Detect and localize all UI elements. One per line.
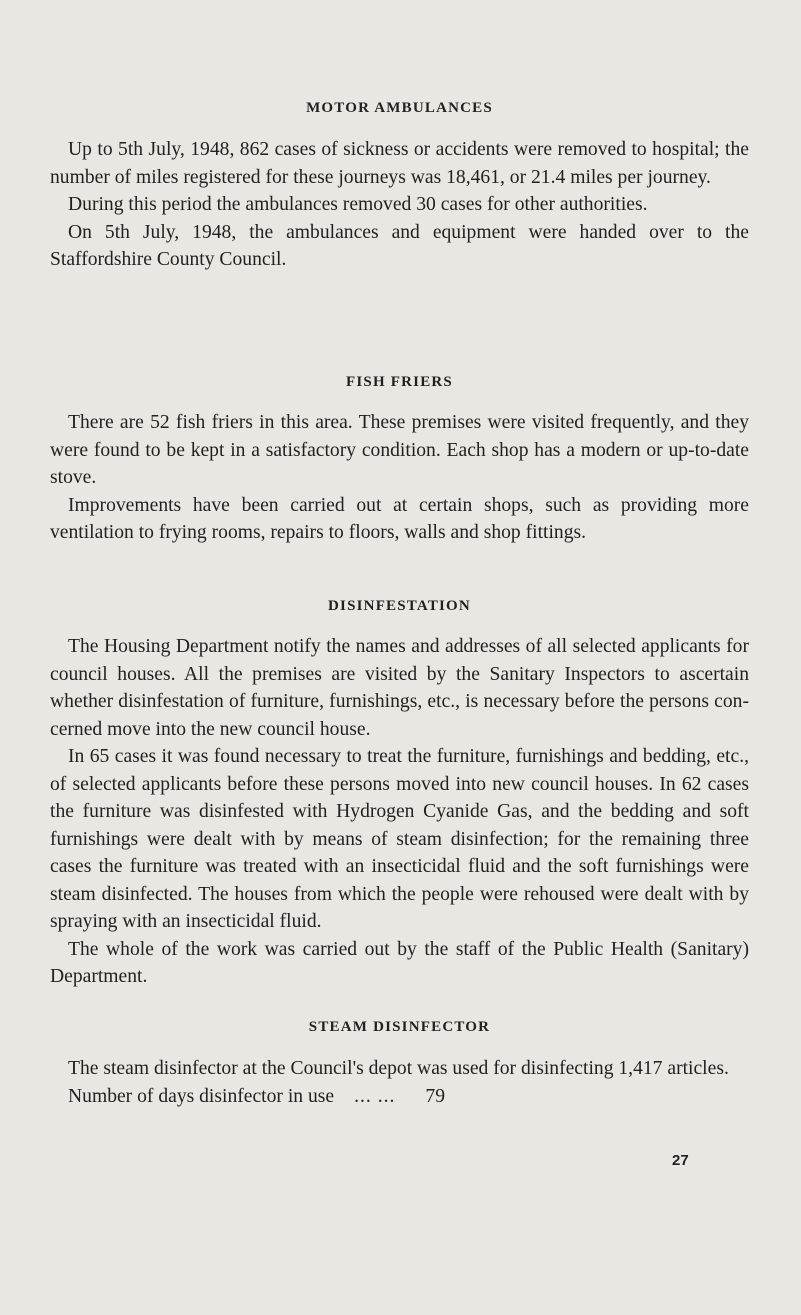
paragraph: The steam disinfector at the Council's depot was used for disinfecting 1,417 articles.: [68, 1058, 729, 1079]
paragraph: Up to 5th July, 1948, 862 cases of sickness or accidents were removed to hospital; the number of miles registered for these journeys was 18,461, or 21.4 miles per journey.: [50, 139, 749, 188]
section-motor-ambulances: [50, 136, 749, 274]
heading-steam-disinfector: STEAM DISINFECTOR: [308, 1019, 491, 1035]
paragraph: Improvements have been carried out at certain shops, such as providing more ventilation to frying rooms, repairs to floors, walls and shop fittings.: [50, 494, 749, 543]
paragraph: The whole of the work was carried out by the staff of the Public Health (Sanitary) Department.: [50, 938, 749, 987]
section-disinfestation: [50, 633, 749, 991]
leader-dots: ... ...: [354, 1085, 396, 1107]
page-number: 27: [672, 1152, 689, 1169]
section-steam-disinfector: [50, 1055, 749, 1110]
heading-disinfestation: DISINFESTATION: [328, 598, 471, 614]
heading-fish-friers: FISH FRIERS: [346, 374, 453, 390]
leader-value: 79: [425, 1085, 445, 1107]
leader-row: [50, 1083, 749, 1111]
paragraph: The Housing Department notify the names and addresses of all selected applicants for council houses. All the premises are visited by the Sanitary Inspectors to ascertain whether disinfestation of furniture, furnishings, etc., is necessary before the persons con- cerned move into the new council house.: [50, 636, 749, 740]
leader-label: Number of days disinfector in use: [68, 1085, 335, 1107]
paragraph: There are 52 fish friers in this area. These premises were visited frequently, and they were found to be kept in a satisfactory condition. Each shop has a modern or up-to-date stove.: [50, 412, 749, 488]
heading-motor-ambulances: MOTOR AMBULANCES: [306, 100, 493, 116]
section-fish-friers: [50, 409, 749, 547]
paragraph: During this period the ambulances removed 30 cases for other authorities.: [68, 194, 648, 215]
paragraph: In 65 cases it was found necessary to treat the furniture, furnishings and bedding, etc., of selected applicants before these persons moved into new council houses. In 62 cases the furniture was disinfested with Hydrogen Cyanide Gas, and the bedding and soft furnishings were dealt with by means of steam disinfection; for the remaining three cases the furniture was treated with an insecticidal fluid and the soft furnishings were steam disinfected. The houses from which the people were rehoused were dealt with by spraying with an insecticidal fluid.: [50, 746, 749, 932]
paragraph: On 5th July, 1948, the ambulances and equipment were handed over to the Staffordshire County Council.: [50, 221, 749, 270]
